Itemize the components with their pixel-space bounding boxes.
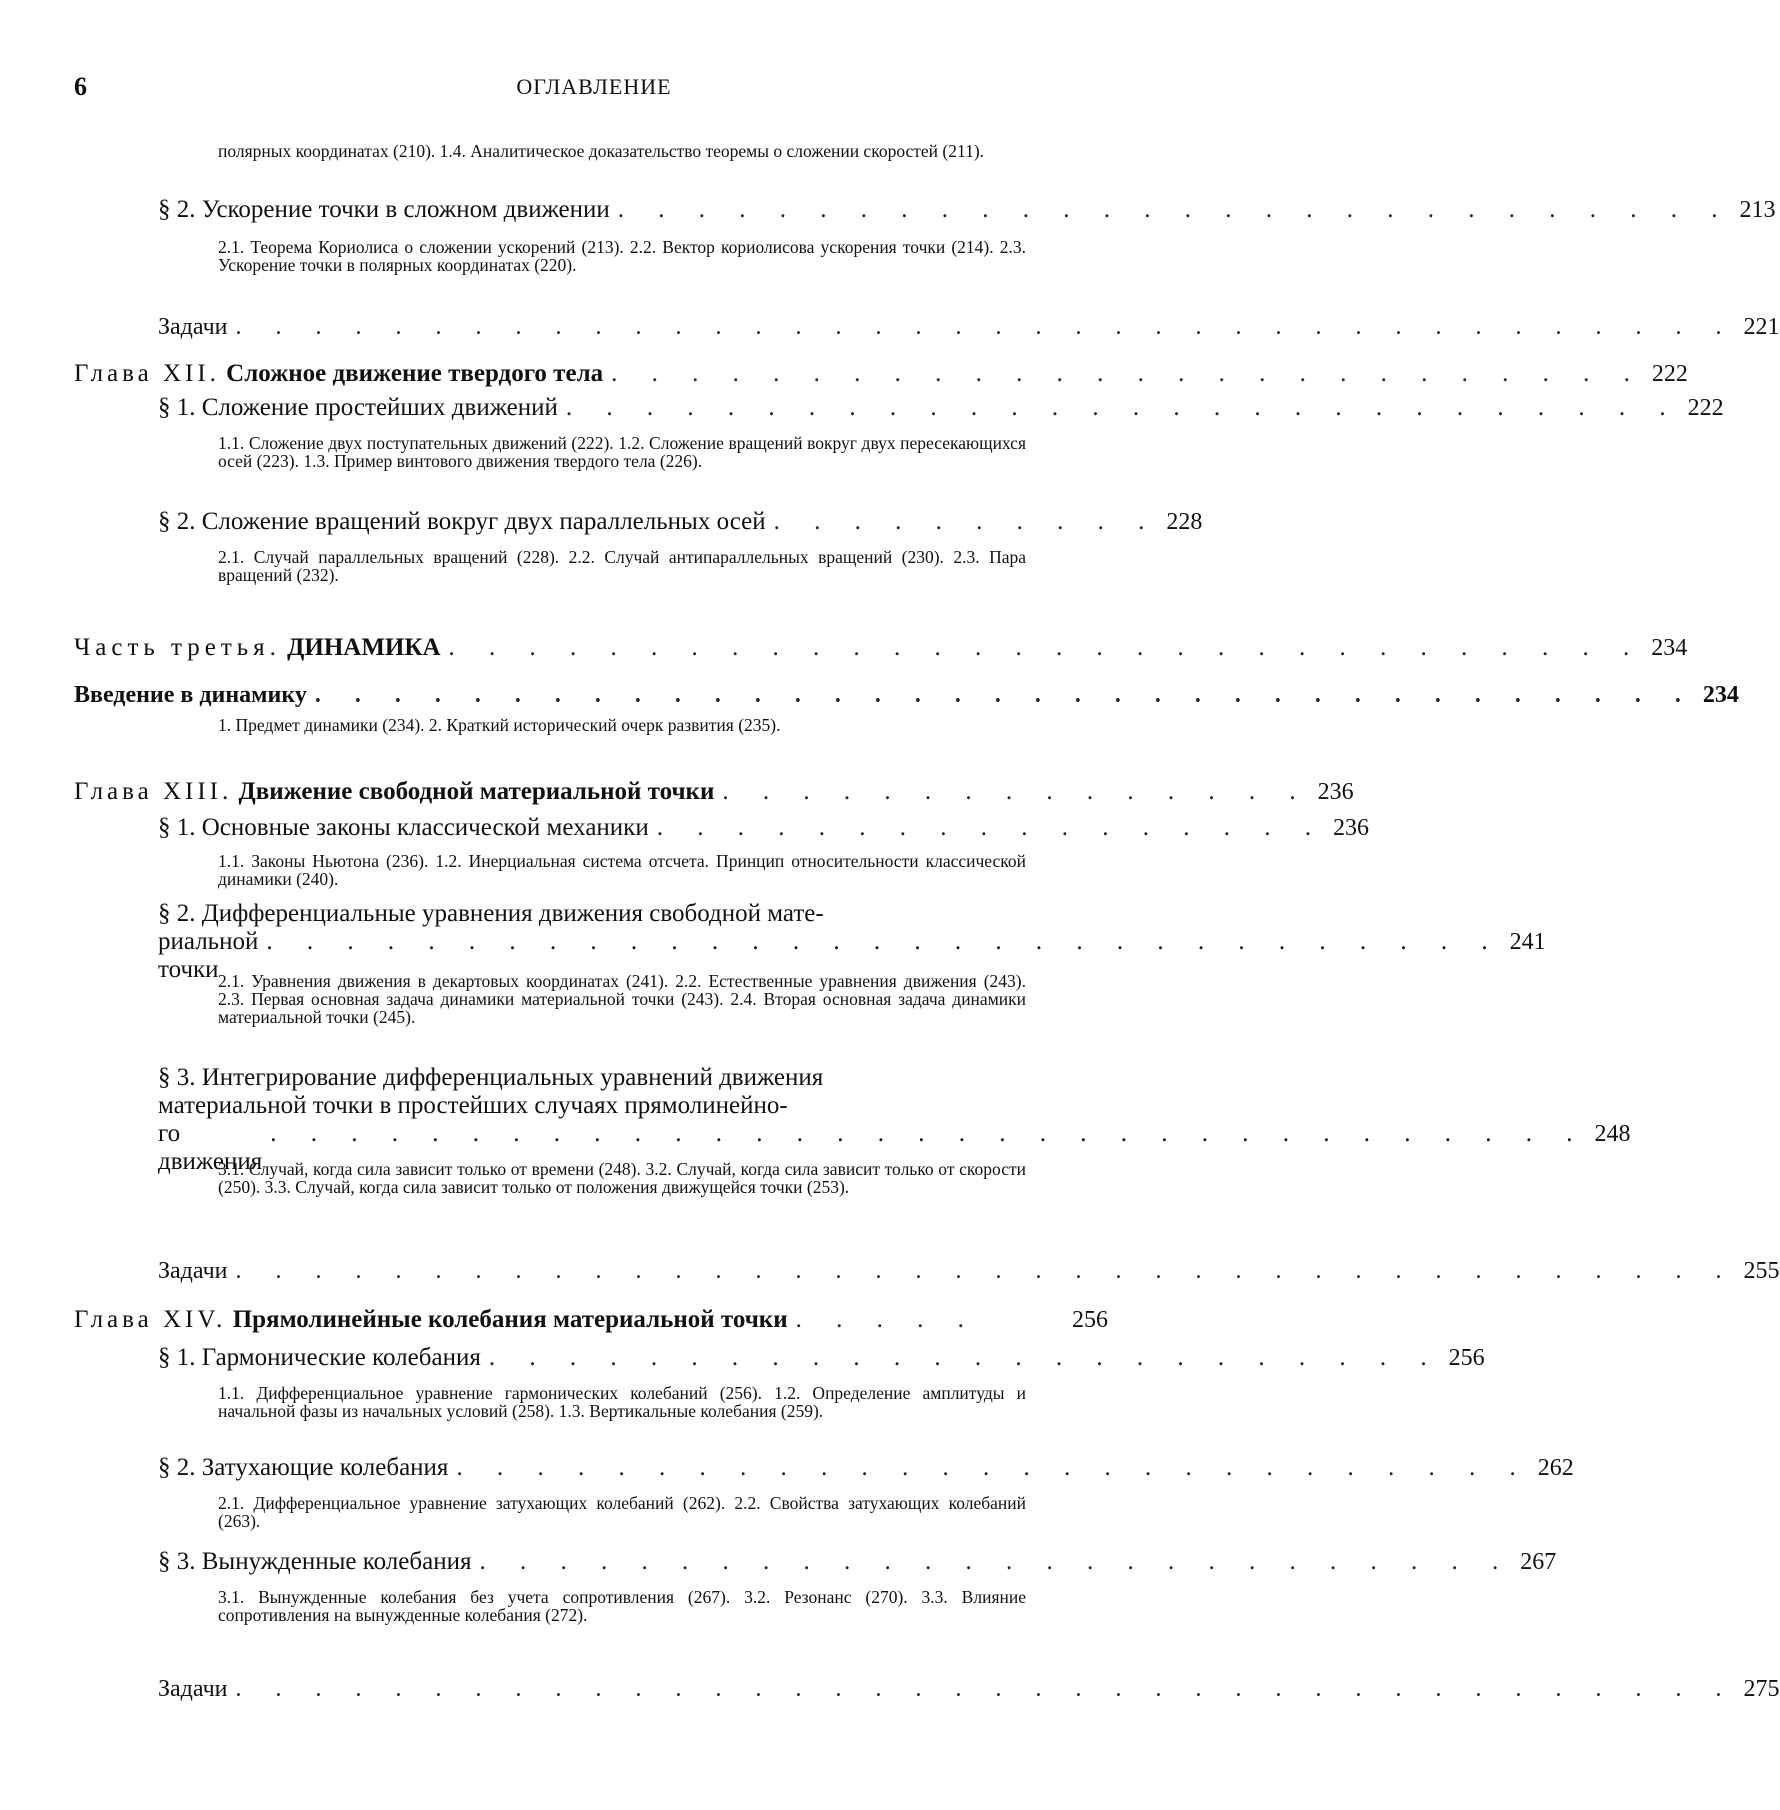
chapter-label: Глава XIII. [74, 778, 233, 805]
toc-entry-section[interactable] [158, 814, 1369, 842]
toc-entry-part[interactable] [74, 634, 1688, 662]
leader-dots: . . . . . . . . . . . . . . . . . . . . . . . . . . . . . . . . . . . . . . [235, 1676, 1736, 1702]
toc-entry-section[interactable] [158, 1548, 1557, 1576]
toc-page-number: 234 [1651, 635, 1688, 661]
toc-entry-introduction[interactable] [74, 682, 1739, 709]
toc-subentries: 2.1. Дифференциальное уравнение затухающих колебаний (262). 2.2. Свойства затухающих колебаний (263). [218, 1493, 1026, 1531]
leader-dots: . . . . . . . . . . . . . . . . . . . . . . . . . . . . [617, 196, 1732, 223]
toc-entry-label: § 3. Вынужденные колебания [158, 1548, 472, 1575]
toc-subentries: 2.1. Теорема Кориолиса о сложении ускорений (213). 2.2. Вектор кориолисова ускорения точки (214). 2.3. Ускорение точки в полярных координатах (220). [218, 237, 1026, 275]
toc-entry-section[interactable] [158, 196, 1776, 224]
leader-dots: . . . . . . . . . . . . . . . . . . . . . . . . . . [611, 360, 1644, 387]
toc-entry-section[interactable] [158, 394, 1724, 422]
toc-page-number: 255 [1743, 1258, 1780, 1284]
toc-entry-chapter[interactable] [74, 778, 1354, 806]
toc-entry-label: § 1. Сложение простейших движений [158, 394, 558, 421]
toc-entry-tasks[interactable] [158, 1676, 1780, 1703]
toc-page-number: 267 [1520, 1549, 1557, 1575]
toc-continuation-text: полярных координатах (210). 1.4. Аналитическое доказательство теоремы о сложении скоростей (211). [218, 141, 985, 161]
toc-entry-label: § 2. Ускорение точки в сложном движении [158, 196, 610, 223]
toc-entry-tasks[interactable] [158, 1258, 1780, 1285]
toc-subentries: 1.1. Законы Ньютона (236). 1.2. Инерциальная система отсчета. Принцип относительности классической динамики (240). [218, 851, 1026, 889]
chapter-title: Сложное движение твердого тела [226, 360, 604, 387]
leader-dots: . . . . . . . . . . . . . . . . . . . . . . . . . . . [456, 1454, 1530, 1481]
toc-subentries: 2.1. Случай параллельных вращений (228). 2.2. Случай антипараллельных вращений (230). 2.3. Пара вращений (232). [218, 547, 1026, 585]
toc-entry-chapter[interactable] [74, 360, 1688, 388]
toc-entry-line: го движения [158, 1120, 263, 1175]
toc-subentries: 1. Предмет динамики (234). 2. Краткий исторический очерк развития (235). [218, 715, 781, 735]
toc-subentries: 3.1. Случай, когда сила зависит только от времени (248). 3.2. Случай, когда сила зависит только от скорости (250). 3.3. Случай, когда сила зависит только от положения движущейся точки (253). [218, 1159, 1026, 1197]
leader-dots: . . . . . [795, 1306, 978, 1333]
toc-subentries: 1.1. Сложение двух поступательных движений (222). 1.2. Сложение вращений вокруг двух пересекающихся осей (223). 1.3. Пример винтового движения твердого тела (226). [218, 433, 1026, 471]
leader-dots: . . . . . . . . . . . . . . . . . . . . . . . . . . . . . . . [266, 928, 1502, 955]
leader-dots: . . . . . . . . . . . . . . . . . . . . . . . . . . [479, 1548, 1513, 1575]
toc-entry-label: Введение в динамику [74, 682, 307, 708]
toc-entry-label: Задачи [158, 314, 228, 340]
toc-entry-section[interactable] [158, 1344, 1485, 1372]
leader-dots: . . . . . . . . . . . . . . . . . . . . . . . . . . . . . . . . . . . . . . [235, 314, 1736, 340]
page-header [74, 72, 1114, 106]
leader-dots: . . . . . . . . . . . . . . . . . . . . . . . . . . . . . . [448, 634, 1644, 661]
toc-entry-chapter[interactable] [74, 1306, 1108, 1334]
toc-entry-line: § 3. Интегрирование дифференциальных уравнений движения [158, 1064, 824, 1091]
leader-dots: . . . . . . . . . . [773, 508, 1159, 535]
toc-page-number: 236 [1317, 779, 1354, 805]
toc-page-number: 248 [1594, 1121, 1631, 1147]
toc-page-number: 221 [1743, 314, 1780, 340]
part-title: ДИНАМИКА [287, 634, 441, 661]
toc-page-number: 222 [1687, 395, 1724, 421]
toc-page-number: 275 [1743, 1676, 1780, 1702]
toc-entry-line: риальной точки [158, 928, 259, 983]
leader-dots: . . . . . . . . . . . . . . . [722, 778, 1310, 805]
toc-entry-label: § 2. Сложение вращений вокруг двух параллельных осей [158, 508, 766, 535]
leader-dots: . . . . . . . . . . . . . . . . . [656, 814, 1325, 841]
toc-entry-label: § 1. Гармонические колебания [158, 1344, 481, 1371]
toc-entry-label: Задачи [158, 1258, 228, 1284]
toc-entry-label: Задачи [158, 1676, 228, 1702]
toc-page-number: 262 [1537, 1455, 1574, 1481]
chapter-title: Прямолинейные колебания материальной точки [232, 1306, 788, 1333]
toc-entry-tasks[interactable] [158, 314, 1780, 341]
leader-dots: . . . . . . . . . . . . . . . . . . . . . . . . . . . . . . . . . . . . . . [235, 1258, 1736, 1284]
chapter-title: Движение свободной материальной точки [238, 778, 715, 805]
toc-subentries: 3.1. Вынужденные колебания без учета сопротивления (267). 3.2. Резонанс (270). 3.3. Влияние сопротивления на вынужденные колебания (272). [218, 1587, 1026, 1625]
leader-dots: . . . . . . . . . . . . . . . . . . . . . . . . . . . . [565, 394, 1680, 421]
toc-page-number: 241 [1509, 929, 1546, 955]
toc-subentries: 2.1. Уравнения движения в декартовых координатах (241). 2.2. Естественные уравнения движения (243). 2.3. Первая основная задача динамики материальной точки (243). 2.4. Вторая основная задача динамики материальной точки (245). [218, 971, 1026, 1027]
toc-page-number: 236 [1332, 815, 1369, 841]
running-title: ОГЛАВЛЕНИЕ [516, 74, 672, 99]
page-number: 6 [74, 72, 87, 101]
toc-entry-line: § 2. Дифференциальные уравнения движения свободной мате- [158, 900, 824, 927]
toc-entry-label: § 1. Основные законы классической механики [158, 814, 649, 841]
toc-subentries: 1.1. Дифференциальное уравнение гармонических колебаний (256). 1.2. Определение амплитуды и начальной фазы из начальных условий (258). 1.3. Вертикальные колебания (259). [218, 1383, 1026, 1421]
toc-page-number: 256 [1448, 1345, 1485, 1371]
leader-dots: . . . . . . . . . . . . . . . . . . . . . . . . . . . . . . . . . [270, 1120, 1587, 1147]
chapter-label: Глава XII. [74, 360, 220, 387]
chapter-label: Глава XIV. [74, 1306, 227, 1333]
leader-dots: . . . . . . . . . . . . . . . . . . . . . . . . [488, 1344, 1441, 1371]
toc-entry-label: § 2. Затухающие колебания [158, 1454, 449, 1481]
toc-page-number: 256 [1072, 1307, 1108, 1333]
toc-entry-section[interactable] [158, 1454, 1574, 1482]
toc-page-number: 213 [1739, 197, 1776, 223]
toc-page-number: 234 [1702, 682, 1739, 708]
toc-entry-section[interactable] [158, 508, 1203, 536]
toc-entry-line: материальной точки в простейших случаях прямолинейно- [158, 1092, 788, 1119]
leader-dots: . . . . . . . . . . . . . . . . . . . . . . . . . . . . . . . . . . . [314, 682, 1695, 708]
toc-page-number: 222 [1651, 361, 1688, 387]
part-label: Часть третья. [74, 634, 281, 661]
toc-page-number: 228 [1166, 509, 1203, 535]
